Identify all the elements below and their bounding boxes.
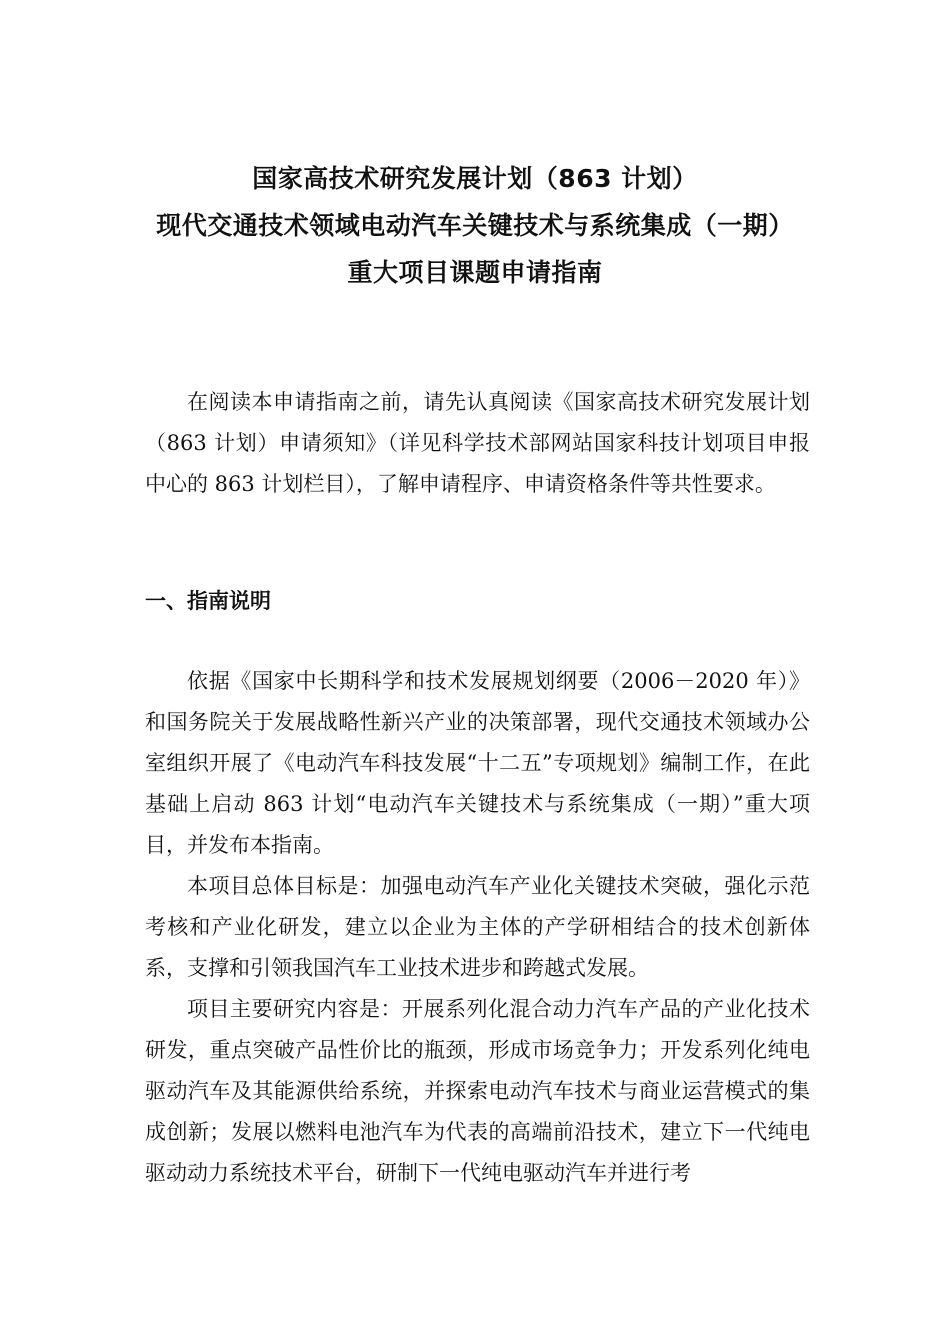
title-line-1: 国家高技术研究发展计划（863 计划）: [252, 164, 698, 193]
title-line-3: 重大项目课题申请指南: [347, 258, 603, 287]
body-paragraph: 依据《国家中长期科学和技术发展规划纲要（2006－2020 年）》和国务院关于发展战略性新兴产业的决策部署，现代交通技术领域办公室组织开展了《电动汽车科技发展“十二五”专项规划》编制工作，在此基础上启动 863 计划“电动汽车关键技术与系统集成（一期）”重大项目，并发布本指南。: [145, 669, 810, 857]
section-heading-guide: 一、指南说明: [145, 588, 271, 613]
section-body-guide: [145, 661, 810, 1194]
title-line-2: 现代交通技术领域电动汽车关键技术与系统集成（一期）: [156, 211, 794, 240]
body-paragraph: 本项目总体目标是：加强电动汽车产业化关键技术突破，强化示范考核和产业化研发，建立以企业为主体的产学研相结合的技术创新体系，支撑和引领我国汽车工业技术进步和跨越式发展。: [145, 874, 810, 980]
intro-paragraph: 在阅读本申请指南之前，请先认真阅读《国家高技术研究发展计划（863 计划）申请须知》（详见科学技术部网站国家科技计划项目申报中心的 863 计划栏目），了解申请程序、申请资格条件等共性要求。: [145, 390, 810, 496]
intro-section: [145, 382, 810, 505]
document-title: [0, 155, 950, 296]
body-paragraph: 项目主要研究内容是：开展系列化混合动力汽车产品的产业化技术研发，重点突破产品性价比的瓶颈，形成市场竞争力；开发系列化纯电驱动汽车及其能源供给系统，并探索电动汽车技术与商业运营模式的集成创新；发展以燃料电池汽车为代表的高端前沿技术，建立下一代纯电驱动动力系统技术平台，研制下一代纯电驱动汽车并进行考: [145, 997, 810, 1185]
